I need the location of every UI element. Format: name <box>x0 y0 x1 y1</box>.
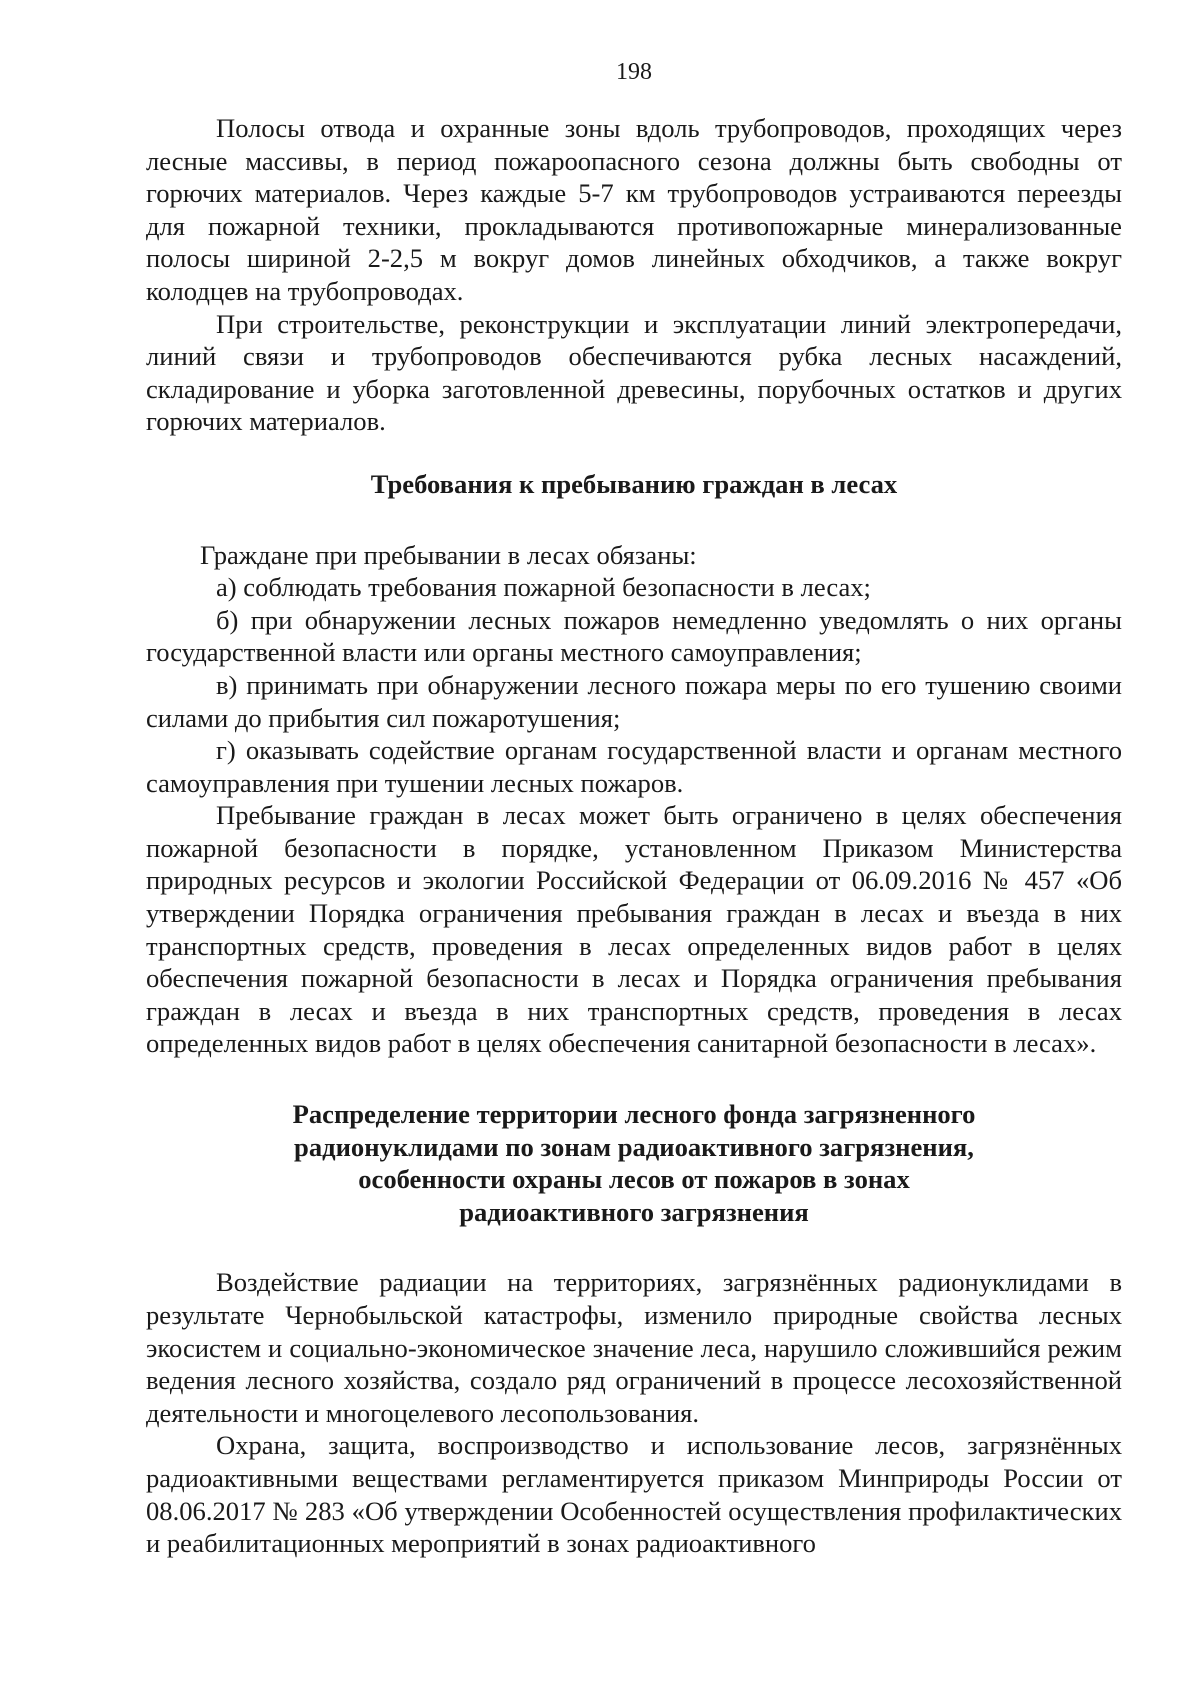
document-page <box>146 52 1122 1560</box>
paragraph-radiation-impact: Воздействие радиации на территориях, загрязнённых радионуклидами в результате Чернобыльской катастрофы, изменило природные свойства лесных экосистем и социально-экономическое значение леса, нарушило сложившийся режим ведения лесного хозяйства, создало ряд ограничений в процессе лесохозяйственной деятельности и многоцелевого лесопользования. <box>146 1267 1122 1428</box>
paragraph-regulation: Охрана, защита, воспроизводство и использование лесов, загрязнённых радиоактивными веществами регламентируется приказом Минприроды России от 08.06.2017 № 283 «Об утверждении Особенностей осуществления профилактических и реабилитационных мероприятий в зонах радиоактивного <box>146 1430 1122 1559</box>
list-item-v: в) принимать при обнаружении лесного пожара меры по его тушению своими силами до прибытия сил пожаротушения; <box>146 669 1122 733</box>
list-item-g: г) оказывать содействие органам государственной власти и органам местного самоуправления при тушении лесных пожаров. <box>146 735 1122 798</box>
list-item-a: а) соблюдать требования пожарной безопасности в лесах; <box>216 572 871 603</box>
page-number: 198 <box>616 59 652 85</box>
paragraph-obligations-intro: Граждане при пребывании в лесах обязаны: <box>200 539 697 570</box>
paragraph-pipelines: Полосы отвода и охранные зоны вдоль трубопроводов, проходящих через лесные массивы, в период пожароопасного сезона должны быть свободны от горючих материалов. Через каждые 5-7 км трубопроводов устраиваются переезды для пожарной техники, прокладываются противопожарные минерализованные полосы шириной 2-2,5 м вокруг домов линейных обходчиков, а также вокруг колодцев на трубопроводах. <box>146 113 1122 306</box>
heading-line: особенности охраны лесов от пожаров в зонах <box>358 1164 910 1195</box>
paragraph-construction: При строительстве, реконструкции и эксплуатации линий электропередачи, линий связи и трубопроводов обеспечиваются рубка лесных насаждений, складирование и уборка заготовленной древесины, порубочных остатков и других горючих материалов. <box>146 308 1122 437</box>
heading-line: радионуклидами по зонам радиоактивного загрязнения, <box>294 1131 974 1162</box>
heading-line: Распределение территории лесного фонда загрязненного <box>292 1099 976 1130</box>
paragraph-restrictions: Пребывание граждан в лесах может быть ограничено в целях обеспечения пожарной безопасности в порядке, установленном Приказом Министерства природных ресурсов и экологии Российской Федерации от 06.09.2016 № 457 «Об утверждении Порядка ограничения пребывания граждан в лесах и въезда в них транспортных средств, проведения в лесах определенных видов работ в целях обеспечения пожарной безопасности в лесах и Порядка ограничения пребывания граждан в лесах и въезда в них транспортных средств, проведения в лесах определенных видов работ в целях обеспечения санитарной безопасности в лесах». <box>146 800 1122 1059</box>
list-item-b: б) при обнаружении лесных пожаров немедленно уведомлять о них органы государственной власти или органы местного самоуправления; <box>146 604 1122 668</box>
heading-line: радиоактивного загрязнения <box>459 1196 809 1227</box>
section-heading-radiation <box>146 1098 1122 1228</box>
section-heading-citizens: Требования к пребыванию граждан в лесах <box>370 468 898 499</box>
